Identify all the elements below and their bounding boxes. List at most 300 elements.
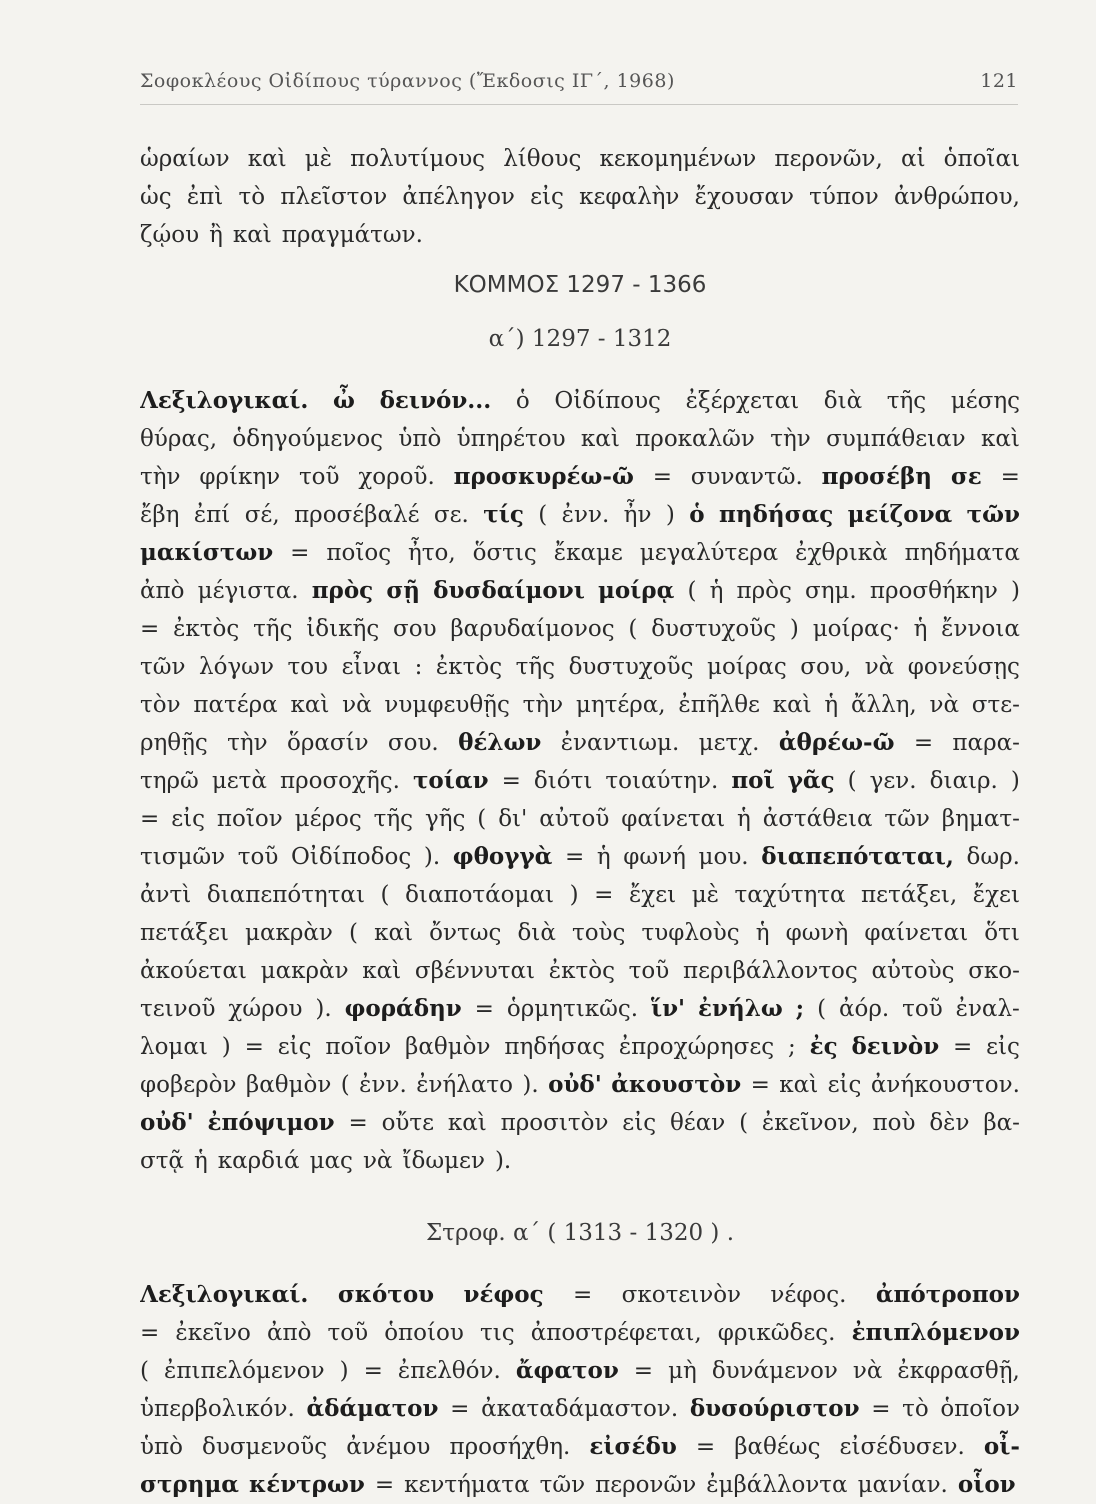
headword: δυσδαίμονι [433, 577, 585, 604]
word: εἰσέδυσεν. [839, 1434, 965, 1460]
word: μέρος [294, 806, 362, 832]
word: ). [522, 1072, 539, 1098]
headword: πηδήσας [718, 501, 834, 528]
word: = [913, 730, 934, 756]
word: = [501, 768, 521, 794]
word: αἱ [900, 146, 926, 172]
word: βαθμὸν [405, 1034, 491, 1060]
word: καὶ [772, 692, 812, 718]
word: αὐτοὺς [871, 958, 955, 984]
word: ὁδηγούμενος [232, 426, 384, 452]
word: ἐπελθόν. [397, 1358, 501, 1384]
word: : [414, 654, 423, 680]
word: σέ, [244, 502, 280, 528]
text-line [140, 990, 1020, 1028]
headword: σκότου [337, 1281, 435, 1308]
text-line [140, 1276, 1020, 1314]
word: πηδήσας [504, 1034, 605, 1060]
text-line [140, 1466, 1020, 1504]
glossary-paragraph-1 [140, 382, 1020, 1180]
word: δυσμενοῦς [202, 1434, 328, 1460]
headword: οἶ- [983, 1433, 1020, 1460]
page-number: 121 [980, 70, 1018, 92]
headword: μείζονα [847, 501, 953, 528]
word: σημ. [805, 578, 857, 604]
word: ἰδικῆς [306, 616, 380, 642]
word: ἦτο, [408, 540, 456, 566]
word: ὅστις [472, 540, 537, 566]
word: ὁποῖον [940, 1396, 1020, 1422]
headword: ἄφατον [515, 1357, 619, 1384]
text-line [140, 648, 1020, 686]
headword: ἐς [809, 1033, 838, 1060]
word: Οἰδίποδος [290, 844, 412, 870]
text-line [140, 382, 1020, 420]
headword: ἀθρέω-ῶ [778, 729, 895, 756]
headword: ; [795, 995, 805, 1022]
word: ἔχει [972, 882, 1020, 908]
word: ). [315, 996, 332, 1022]
text-line [140, 1028, 1020, 1066]
word: διαπεπότηται [206, 882, 365, 908]
word: ὁποίου [384, 1320, 464, 1346]
word: τοῦ [237, 844, 279, 870]
word: τῆς [253, 616, 293, 642]
word: δυνάμενον [711, 1358, 838, 1384]
word: μέσης [950, 388, 1020, 414]
word: προσθήκην [869, 578, 998, 604]
headword: οὐδ' [548, 1071, 602, 1098]
text-line [140, 952, 1020, 990]
headword: σε [950, 463, 982, 490]
word: μητέρα, [575, 692, 666, 718]
word: μας [309, 1148, 353, 1174]
headword: θέλων [458, 729, 542, 756]
word: ἐπί [193, 502, 231, 528]
text-line [140, 914, 1020, 952]
headword: στρημα [140, 1471, 239, 1498]
word: κεντήματα [404, 1472, 530, 1498]
word: μακρὰν [260, 958, 349, 984]
word: ἐναλ- [955, 996, 1020, 1022]
word: ἡ [596, 844, 611, 870]
word: τῆς [515, 654, 556, 680]
word: πλεῖστον [280, 184, 388, 210]
word: διὰ [823, 388, 863, 414]
headword: Λεξιλογικαί. [140, 387, 309, 414]
word: προσήχθη. [449, 1434, 571, 1460]
glossary-paragraph-2 [140, 1276, 1020, 1504]
text-line [140, 724, 1020, 762]
headword: νέφος [463, 1281, 544, 1308]
word: ταχύτητα [734, 882, 846, 908]
word: ἐκτὸς [435, 654, 503, 680]
text-line [140, 1428, 1020, 1466]
word: καὶ [580, 426, 620, 452]
word: βαρυδαίμονος [450, 616, 615, 642]
headword: οὐδ' [140, 1109, 194, 1136]
text-line [140, 1104, 1020, 1142]
word: ἀκαταδάμαστον. [481, 1396, 679, 1422]
text-line [140, 458, 1020, 496]
word: ἐκεῖνο [175, 1320, 251, 1346]
word: ὑπὸ [140, 1434, 183, 1460]
word: διότι [533, 768, 593, 794]
word: προσιτὸν [500, 1110, 609, 1136]
headword: ὁ [689, 501, 705, 528]
word: μου. [698, 844, 749, 870]
word: ἦν [623, 502, 652, 528]
word: νὰ [362, 1148, 393, 1174]
word: ( [739, 1110, 749, 1136]
word: ἀπέληγον [402, 184, 515, 210]
word: τὴν [227, 730, 268, 756]
word: ἴδωμεν [402, 1148, 485, 1174]
word: τοὺς [571, 920, 626, 946]
headword: ἐνήλω [698, 995, 783, 1022]
word: χοροῦ. [358, 464, 435, 490]
word: πραγμάτων. [281, 222, 423, 248]
headword: ἐπιπλόμενον [851, 1319, 1020, 1346]
word: ὅτι [984, 920, 1020, 946]
word: ) [665, 502, 675, 528]
headword: ἀκουστὸν [611, 1071, 742, 1098]
word: τὸ [902, 1396, 929, 1422]
word: ( [340, 1072, 350, 1098]
word: λομαι [140, 1034, 208, 1060]
word: ) [221, 1034, 231, 1060]
section-heading: ΚΟΜΜΟΣ 1297 - 1366 [453, 272, 707, 298]
word: ζῴου [140, 222, 200, 248]
word: ἔχει [628, 882, 677, 908]
word: = [140, 616, 160, 642]
running-head [140, 70, 1018, 105]
word: σβέννυται [414, 958, 536, 984]
headword: δυσούριστον [689, 1395, 860, 1422]
word: ἀποστρέφεται, [530, 1320, 702, 1346]
word: μανίαν. [857, 1472, 948, 1498]
headword: ἐπόψιμον [207, 1109, 335, 1136]
word: πολυτίμους [350, 146, 486, 172]
word: τισμῶν [140, 844, 226, 870]
text-line [140, 496, 1020, 534]
word: ὑπηρέτου [456, 426, 566, 452]
word: ; [788, 1034, 796, 1060]
word: νυμφευθῇς [384, 692, 510, 718]
word: = [652, 464, 672, 490]
word: πηδήματα [904, 540, 1020, 566]
word: πετάξει [140, 920, 229, 946]
word: φοβερὸν [140, 1072, 237, 1098]
word: ). [423, 844, 441, 870]
strophe-heading: Στροφ. α΄ ( 1313 - 1320 ) . [425, 1220, 735, 1246]
headword: τοίαν [412, 767, 489, 794]
word: ἐνν. [359, 1072, 407, 1098]
word: ἡ [913, 616, 928, 642]
headword: φθογγὰ [452, 843, 553, 870]
word: ὡς [140, 184, 172, 210]
word: ( [140, 1358, 149, 1384]
word: ποὺ [872, 1110, 916, 1136]
word: νέφος. [770, 1282, 847, 1308]
word: περονῶν [595, 1472, 697, 1498]
word: ἐχθρικὰ [795, 540, 888, 566]
headword: μοίρᾳ [597, 577, 675, 604]
word: ἀστάθεια [762, 806, 873, 832]
word: μοίρας· [812, 616, 900, 642]
word: πατέρα [193, 692, 278, 718]
word: βηματ- [941, 806, 1020, 832]
word: ( [538, 502, 548, 528]
word: τις [479, 1320, 515, 1346]
word: εἰς [530, 184, 564, 210]
word: σκοτεινὸν [621, 1282, 742, 1308]
word: = [363, 1358, 383, 1384]
text-line [140, 762, 1020, 800]
headword: οἷον [957, 1471, 1016, 1498]
text-line [140, 686, 1020, 724]
word: ἐκφρασθῇ, [897, 1358, 1020, 1384]
word: τύπον [809, 184, 879, 210]
word: δωρ. [966, 844, 1020, 870]
word: τὸ [238, 184, 266, 210]
word: τῆς [886, 388, 927, 414]
word: ) [789, 616, 799, 642]
word: δυστυχοῦς [568, 654, 694, 680]
word: ὅρασίν [286, 730, 369, 756]
word: νὰ [864, 654, 895, 680]
word: σου, [800, 654, 852, 680]
word: μετχ. [698, 730, 760, 756]
word: μέγιστα. [197, 578, 299, 604]
word: αὐτοῦ [539, 806, 610, 832]
word: τοῦ [327, 1320, 369, 1346]
word: ἔκαμε [553, 540, 623, 566]
word: ἐμβάλλοντα [706, 1472, 848, 1498]
headword: προσκυρέω-ῶ [453, 463, 634, 490]
word: θύρας, [140, 426, 218, 452]
headword: τῶν [966, 501, 1020, 528]
word: θέαν [669, 1110, 726, 1136]
word: κεκομημένων [599, 146, 757, 172]
headword: φοράδην [344, 995, 462, 1022]
word: ἐπροχώρησες [618, 1034, 775, 1060]
headword: εἰσέδυ [589, 1433, 677, 1460]
word: ( [687, 578, 697, 604]
word: ἐπῆλθε [678, 692, 760, 718]
word: καὶ [362, 958, 402, 984]
word: τῆς [373, 806, 414, 832]
word: καρδιά [217, 1148, 300, 1174]
headword: σῇ [386, 577, 420, 604]
word: δι' [498, 806, 528, 832]
headword: ἵν' [650, 995, 686, 1022]
word: ) [569, 882, 579, 908]
word: τὸν [140, 692, 181, 718]
word: ἡ [193, 1148, 208, 1174]
word: ἔχουσαν [694, 184, 794, 210]
word: γῆς [424, 806, 466, 832]
word: ). [494, 1148, 512, 1174]
word: στε- [971, 692, 1020, 718]
text-line [140, 838, 1020, 876]
word: ἐπιπελόμενον [163, 1358, 325, 1384]
word: εἰς [827, 1072, 862, 1098]
word: βαθέως [734, 1434, 821, 1460]
word: εἰς [986, 1034, 1020, 1060]
word: ποῖον [216, 806, 283, 832]
word: ἀπὸ [266, 1320, 312, 1346]
word: = [244, 1034, 264, 1060]
word: ἀπὸ [140, 578, 185, 604]
word: ἀντὶ [140, 882, 192, 908]
word: περιβάλλοντος [682, 958, 858, 984]
word: σκο- [968, 958, 1020, 984]
word: προσέβαλέ [294, 502, 420, 528]
word: εἰς [171, 806, 206, 832]
word: καὶ [232, 222, 272, 248]
text-line [140, 140, 1020, 178]
word: μὴ [668, 1358, 697, 1384]
word: = [1000, 464, 1020, 490]
word: γεν. [869, 768, 917, 794]
word: νὰ [929, 692, 960, 718]
word: ) [1010, 768, 1020, 794]
word: Οἰδίπους [554, 388, 661, 414]
word: εἶναι [341, 654, 402, 680]
word: συμπάθειαν [826, 426, 966, 452]
word: ὁποῖαι [943, 146, 1020, 172]
word: = [594, 882, 614, 908]
word: μὲ [691, 882, 719, 908]
headword: γᾶς [787, 767, 835, 794]
word: στᾷ [140, 1148, 184, 1174]
word: = [140, 806, 160, 832]
word: ἀνήκουστον. [870, 1072, 1020, 1098]
text-line [140, 1352, 1020, 1390]
text-line [140, 572, 1020, 610]
word: λόγων [199, 654, 274, 680]
headword: ποῖ [731, 767, 775, 794]
word: ( [847, 768, 857, 794]
word: τῶν [539, 1472, 586, 1498]
text-line [140, 1314, 1020, 1352]
word: τοῦ [298, 464, 340, 490]
word: τῶν [140, 654, 186, 680]
word: περονῶν, [774, 146, 883, 172]
word: καὶ [247, 146, 287, 172]
word: δυστυχοῦς [651, 616, 777, 642]
word: οὔτε [381, 1110, 435, 1136]
word: φωνή [623, 844, 686, 870]
word: μοίρας [707, 654, 787, 680]
word: μετὰ [211, 768, 267, 794]
word: τὴν [140, 464, 181, 490]
word: τὴν [770, 426, 811, 452]
headword: διαπεπόταται, [761, 843, 954, 870]
word: δὲν [929, 1110, 970, 1136]
word: εἰς [622, 1110, 657, 1136]
word: ἀόρ. [838, 996, 890, 1022]
text-line [140, 420, 1020, 458]
word: ἡ [755, 920, 770, 946]
headword: τίς [483, 501, 524, 528]
word: ( [349, 920, 358, 946]
subsection-heading: α΄) 1297 - 1312 [488, 326, 672, 352]
word: διαιρ. [929, 768, 998, 794]
word: βαθμὸν [245, 1072, 332, 1098]
word: φονεύσῃς [907, 654, 1020, 680]
word: = [953, 1034, 973, 1060]
word: ( [477, 806, 487, 832]
word: καὶ [779, 1072, 819, 1098]
word: ἐπὶ [186, 184, 224, 210]
word: = [290, 540, 310, 566]
word: ὄντως [429, 920, 502, 946]
word: ὁ [515, 388, 530, 414]
word: καὶ [981, 426, 1020, 452]
headword: Λεξιλογικαί. [140, 1281, 309, 1308]
word: ἐνήλατο [416, 1072, 513, 1098]
word: νὰ [342, 692, 372, 718]
word: ρηθῇς [140, 730, 208, 756]
word: = [871, 1396, 891, 1422]
text-line [140, 216, 1020, 254]
word: = [695, 1434, 716, 1460]
word: βα- [983, 1110, 1020, 1136]
word: εἰς [277, 1034, 312, 1060]
headword: ὦ [333, 387, 355, 414]
word: = [374, 1472, 395, 1498]
word: φωνὴ [785, 920, 849, 946]
word: = [450, 1396, 470, 1422]
word: διαποτάομαι [405, 882, 555, 908]
word: τεινοῦ [140, 996, 216, 1022]
headword: προσέβη [821, 463, 933, 490]
word: προκαλῶν [635, 426, 755, 452]
text-line [140, 1142, 1020, 1180]
word: ) [1010, 578, 1020, 604]
word: τοῦ [628, 958, 670, 984]
text-line [140, 534, 1020, 572]
headword: μακίστων [140, 539, 274, 566]
text-line [140, 876, 1020, 914]
word: ἐνν. [561, 502, 610, 528]
word: σε. [433, 502, 469, 528]
word: τοιαύτην. [605, 768, 719, 794]
word: ἢ [209, 222, 223, 248]
word: μεγαλύτερα [639, 540, 779, 566]
word: ὑπὸ [398, 426, 442, 452]
word: φρικῶδες. [717, 1320, 836, 1346]
word: ἡ [709, 578, 724, 604]
word: σου. [387, 730, 439, 756]
word: λίθους [503, 146, 582, 172]
word: πρὸς [736, 578, 792, 604]
text-line [140, 610, 1020, 648]
word: ἄλλη, [850, 692, 917, 718]
word: ποῖον [325, 1034, 392, 1060]
word: μακρὰν [245, 920, 333, 946]
page-body [140, 140, 1020, 1504]
word: ἔβη [140, 502, 180, 528]
word: ἀνέμου [346, 1434, 431, 1460]
headword: πρὸς [311, 577, 374, 604]
word: κεφαλὴν [579, 184, 680, 210]
word: φαίνεται [621, 806, 726, 832]
word: ὑπερβολικόν. [140, 1396, 295, 1422]
word: τὴν [522, 692, 564, 718]
